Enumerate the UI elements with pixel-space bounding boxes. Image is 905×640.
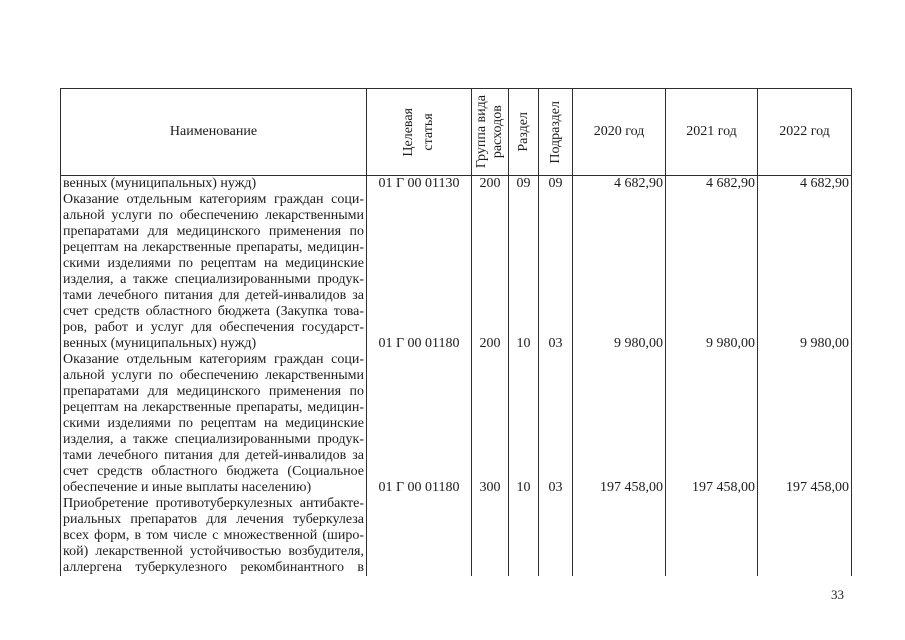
table-body — [61, 176, 852, 577]
header-section-label — [516, 112, 532, 152]
header-year-2022-label: 2022 год — [779, 124, 830, 139]
row-name-line: изделия, а также специализированными продук- — [63, 432, 364, 447]
row-name-line: альной услуги по обеспечению лекарственными — [63, 208, 364, 223]
row-amount-2022: 197 458,00 — [758, 352, 852, 496]
header-expense-group — [472, 89, 509, 176]
row-subsection: 03 — [539, 352, 573, 496]
row-amount-2022 — [758, 496, 852, 576]
row-subsection — [539, 496, 573, 576]
header-year-2021-label: 2021 год — [686, 124, 737, 139]
row-section: 09 — [509, 176, 539, 193]
row-name-line: счет средств областного бюджета (Закупка това- — [63, 304, 364, 319]
row-name-line: тами лечебного питания для детей-инвалидов за — [63, 288, 364, 303]
row-name-line: аллергена туберкулезного рекомбинантного в — [63, 560, 364, 575]
row-name-line: рецептам на лекарственные препараты, медицин- — [63, 400, 364, 415]
row-name-line: венных (муниципальных) нужд) — [63, 336, 257, 351]
header-year-2020 — [573, 89, 666, 176]
header-target-article-line: статья — [421, 113, 436, 151]
header-expense-group-label — [474, 95, 506, 168]
row-name-line: скими изделиями по рецептам на медицинские — [63, 416, 364, 431]
row-amount-2021: 4 682,90 — [666, 176, 758, 193]
header-name-label: Наименование — [169, 124, 258, 139]
row-name-line: альной услуги по обеспечению лекарственными — [63, 368, 364, 383]
table-row — [61, 176, 852, 193]
header-target-article-line: Целевая — [401, 107, 416, 157]
row-amount-2022: 9 980,00 — [758, 192, 852, 352]
header-expense-group-line: Группа вида — [474, 95, 489, 169]
row-name-line: Приобретение противотуберкулезных антибакте- — [63, 496, 364, 511]
row-expense-group: 300 — [472, 352, 509, 496]
row-name-line: препаратами для медицинского применения по — [63, 224, 364, 239]
row-name-cell — [61, 176, 367, 193]
row-section: 10 — [509, 352, 539, 496]
row-name-line: риальных препаратов для лечения туберкулеза — [63, 512, 364, 527]
row-expense-group — [472, 496, 509, 576]
row-target-article: 01 Г 00 01180 — [367, 352, 472, 496]
row-name-line: кой) лекарственной устойчивостью возбудителя, — [63, 544, 364, 559]
header-expense-group-line: расходов — [490, 105, 505, 159]
header-year-2021 — [666, 89, 758, 176]
row-name-line: всех форм, в том числе с множественной (широ- — [63, 528, 364, 543]
row-section: 10 — [509, 192, 539, 352]
row-name-cell — [61, 496, 367, 576]
row-name-line: тами лечебного питания для детей-инвалидов за — [63, 448, 364, 463]
row-amount-2021: 9 980,00 — [666, 192, 758, 352]
row-name-line: Оказание отдельным категориям граждан соци- — [63, 352, 364, 367]
row-amount-2020: 9 980,00 — [573, 192, 666, 352]
row-name-line: препаратами для медицинского применения по — [63, 384, 364, 399]
row-target-article — [367, 496, 472, 576]
row-name-line: ров, работ и услуг для обеспечения государст- — [63, 320, 364, 335]
row-name-line: обеспечение и иные выплаты населению) — [63, 480, 312, 495]
row-section — [509, 496, 539, 576]
header-subsection — [539, 89, 573, 176]
row-amount-2020: 197 458,00 — [573, 352, 666, 496]
row-name-line: скими изделиями по рецептам на медицинские — [63, 256, 364, 271]
row-target-article: 01 Г 00 01130 — [367, 176, 472, 193]
table-row — [61, 496, 852, 576]
row-name-cell — [61, 192, 367, 352]
header-section — [509, 89, 539, 176]
table-row — [61, 192, 852, 352]
row-amount-2020 — [573, 496, 666, 576]
row-expense-group: 200 — [472, 192, 509, 352]
row-subsection: 09 — [539, 176, 573, 193]
header-target-article — [367, 89, 472, 176]
table-row — [61, 352, 852, 496]
row-expense-group: 200 — [472, 176, 509, 193]
header-target-article-label — [399, 108, 439, 157]
row-name-cell — [61, 352, 367, 496]
row-amount-2021: 197 458,00 — [666, 352, 758, 496]
row-amount-2021 — [666, 496, 758, 576]
row-name-line: рецептам на лекарственные препараты, медицин- — [63, 240, 364, 255]
page-number: 33 — [831, 587, 844, 602]
row-target-article: 01 Г 00 01180 — [367, 192, 472, 352]
header-year-2020-label: 2020 год — [593, 124, 645, 139]
header-name — [61, 89, 367, 176]
row-name-line: счет средств областного бюджета (Социальное — [63, 464, 364, 479]
header-subsection-label — [548, 101, 564, 164]
row-name-line: Оказание отдельным категориям граждан соци- — [63, 192, 364, 207]
header-row — [61, 89, 852, 176]
table-header — [61, 89, 852, 176]
budget-table — [60, 88, 852, 576]
row-name-line: венных (муниципальных) нужд) — [63, 176, 257, 191]
header-year-2022 — [758, 89, 852, 176]
row-amount-2022: 4 682,90 — [758, 176, 852, 193]
header-subsection-line: Подраздел — [547, 100, 563, 164]
row-subsection: 03 — [539, 192, 573, 352]
row-name-line: изделия, а также специализированными продук- — [63, 272, 364, 287]
header-section-line: Раздел — [515, 112, 531, 152]
row-amount-2020: 4 682,90 — [573, 176, 666, 193]
